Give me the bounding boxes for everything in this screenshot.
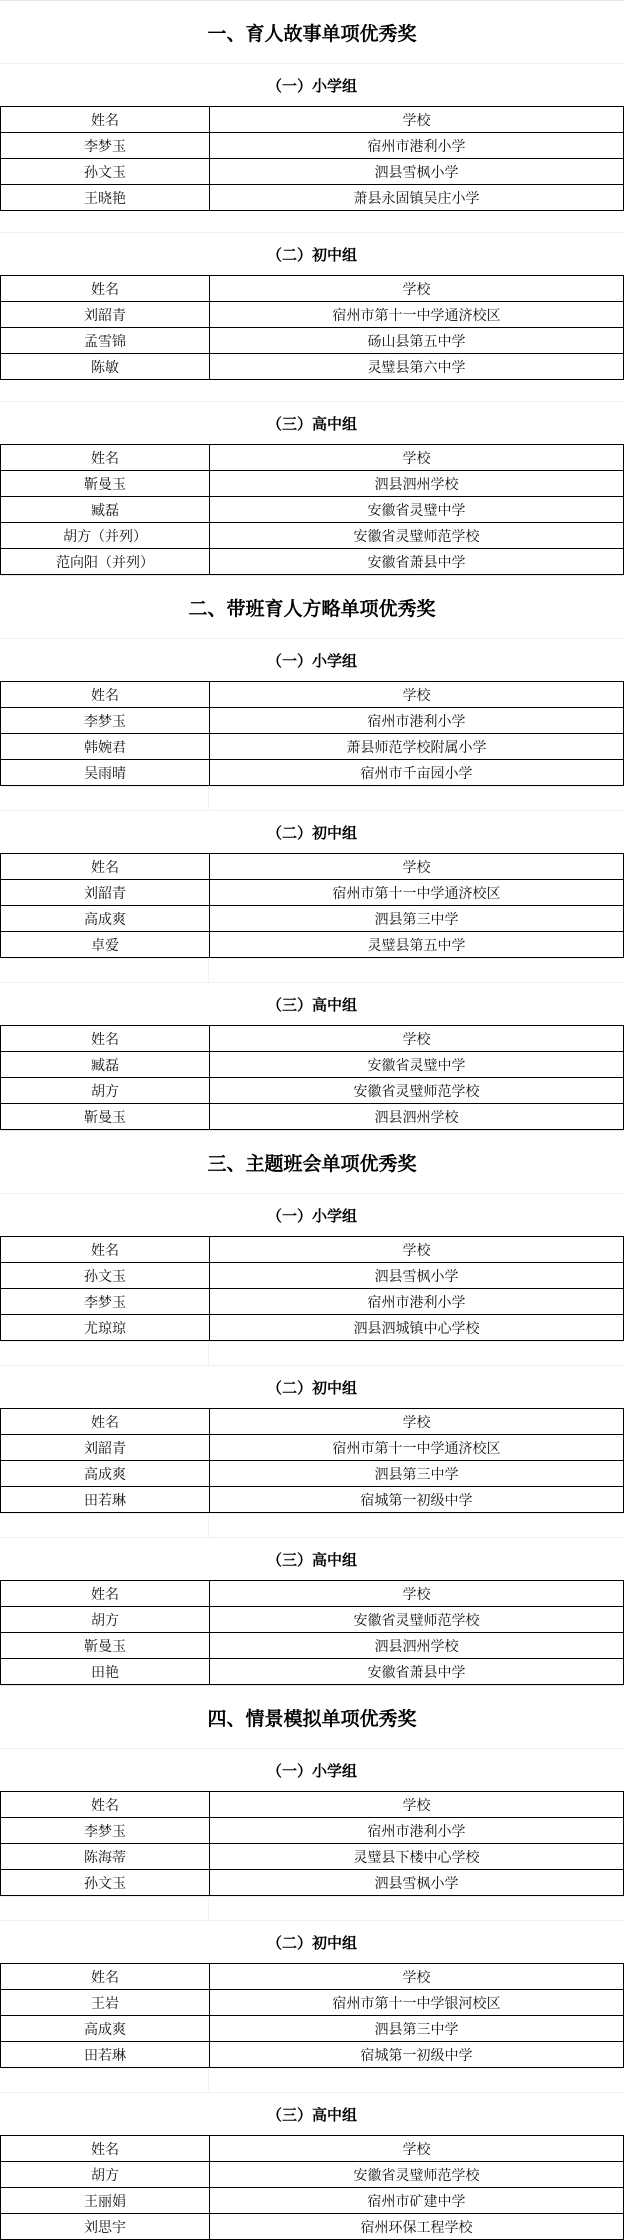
header-name: 姓名 — [1, 854, 210, 880]
award-table — [0, 1408, 624, 1513]
award-table — [0, 444, 624, 575]
cell-name: 胡方 — [1, 2162, 210, 2188]
cell-name: 卓爱 — [1, 932, 210, 958]
award-table — [0, 1580, 624, 1685]
section-title: 二、带班育人方略单项优秀奖 — [0, 575, 624, 638]
table-row — [1, 1607, 624, 1633]
gap — [0, 380, 624, 401]
cell-school: 安徽省灵璧中学 — [210, 1052, 624, 1078]
cell-school: 宿城第一初级中学 — [210, 2042, 624, 2068]
table-row — [1, 2042, 624, 2068]
cell-name: 尤琼琼 — [1, 1315, 210, 1341]
cell-school: 安徽省萧县中学 — [210, 1659, 624, 1685]
cell-school: 宿州市第十一中学银河校区 — [210, 1990, 624, 2016]
header-school: 学校 — [210, 276, 624, 302]
cell-school: 泗县第三中学 — [210, 2016, 624, 2042]
header-school: 学校 — [210, 1964, 624, 1990]
cell-name: 刘韶青 — [1, 880, 210, 906]
cell-name: 靳曼玉 — [1, 1633, 210, 1659]
table-row — [1, 1844, 624, 1870]
table-header-row — [1, 2136, 624, 2162]
cell-school: 安徽省灵璧师范学校 — [210, 1607, 624, 1633]
table-row — [1, 1461, 624, 1487]
header-school: 学校 — [210, 854, 624, 880]
header-school: 学校 — [210, 2136, 624, 2162]
cell-school: 安徽省灵璧师范学校 — [210, 523, 624, 549]
table-row — [1, 1104, 624, 1130]
empty-row — [0, 786, 624, 810]
table-row — [1, 2188, 624, 2214]
group-title: （三）高中组 — [0, 2092, 624, 2135]
table-row — [1, 354, 624, 380]
empty-row — [0, 2068, 624, 2092]
table-row — [1, 549, 624, 575]
table-row — [1, 734, 624, 760]
cell-school: 安徽省灵璧中学 — [210, 497, 624, 523]
header-name: 姓名 — [1, 1792, 210, 1818]
cell-name: 吴雨晴 — [1, 760, 210, 786]
group-title: （二）初中组 — [0, 232, 624, 275]
table-header-row — [1, 1964, 624, 1990]
header-school: 学校 — [210, 1237, 624, 1263]
cell-name: 胡方 — [1, 1078, 210, 1104]
cell-name: 韩婉君 — [1, 734, 210, 760]
header-name: 姓名 — [1, 1237, 210, 1263]
table-row — [1, 1818, 624, 1844]
table-row — [1, 185, 624, 211]
empty-row — [0, 1513, 624, 1537]
header-name: 姓名 — [1, 1964, 210, 1990]
table-row — [1, 497, 624, 523]
group-title: （一）小学组 — [0, 638, 624, 681]
cell-name: 刘韶青 — [1, 1435, 210, 1461]
table-row — [1, 1263, 624, 1289]
cell-name: 王岩 — [1, 1990, 210, 2016]
empty-row — [0, 1896, 624, 1920]
cell-school: 宿城第一初级中学 — [210, 1487, 624, 1513]
cell-school: 宿州环保工程学校 — [210, 2214, 624, 2240]
section-title: 四、情景模拟单项优秀奖 — [0, 1685, 624, 1748]
cell-school: 泗县第三中学 — [210, 1461, 624, 1487]
table-header-row — [1, 1792, 624, 1818]
cell-name: 陈海蒂 — [1, 1844, 210, 1870]
cell-name: 高成爽 — [1, 906, 210, 932]
section-title: 三、主题班会单项优秀奖 — [0, 1130, 624, 1193]
cell-name: 孟雪锦 — [1, 328, 210, 354]
cell-name: 王晓艳 — [1, 185, 210, 211]
header-name: 姓名 — [1, 276, 210, 302]
table-header-row — [1, 854, 624, 880]
header-name: 姓名 — [1, 1026, 210, 1052]
cell-school: 泗县泗州学校 — [210, 471, 624, 497]
group-title: （一）小学组 — [0, 1748, 624, 1791]
cell-school: 安徽省灵璧师范学校 — [210, 2162, 624, 2188]
table-header-row — [1, 682, 624, 708]
cell-name: 孙文玉 — [1, 1870, 210, 1896]
cell-name: 胡方 — [1, 1607, 210, 1633]
group-title: （二）初中组 — [0, 1920, 624, 1963]
cell-name: 靳曼玉 — [1, 471, 210, 497]
table-header-row — [1, 445, 624, 471]
award-table — [0, 1791, 624, 1896]
table-row — [1, 1870, 624, 1896]
table-row — [1, 708, 624, 734]
award-table — [0, 106, 624, 211]
table-row — [1, 2214, 624, 2240]
cell-name: 李梦玉 — [1, 1818, 210, 1844]
table-header-row — [1, 1581, 624, 1607]
table-row — [1, 328, 624, 354]
table-header-row — [1, 1026, 624, 1052]
table-header-row — [1, 1237, 624, 1263]
cell-name: 田若琳 — [1, 1487, 210, 1513]
cell-name: 范向阳（并列） — [1, 549, 210, 575]
cell-name: 靳曼玉 — [1, 1104, 210, 1130]
award-table — [0, 681, 624, 786]
cell-name: 王丽娟 — [1, 2188, 210, 2214]
table-row — [1, 2162, 624, 2188]
table-row — [1, 1289, 624, 1315]
cell-school: 灵璧县下楼中心学校 — [210, 1844, 624, 1870]
group-title: （一）小学组 — [0, 63, 624, 106]
table-row — [1, 880, 624, 906]
award-table — [0, 1236, 624, 1341]
empty-row — [0, 958, 624, 982]
table-row — [1, 1659, 624, 1685]
table-row — [1, 906, 624, 932]
header-name: 姓名 — [1, 2136, 210, 2162]
table-row — [1, 471, 624, 497]
cell-school: 宿州市第十一中学通济校区 — [210, 302, 624, 328]
cell-school: 灵璧县第六中学 — [210, 354, 624, 380]
table-row — [1, 1633, 624, 1659]
cell-school: 泗县泗城镇中心学校 — [210, 1315, 624, 1341]
cell-school: 泗县雪枫小学 — [210, 1263, 624, 1289]
cell-school: 宿州市港利小学 — [210, 1818, 624, 1844]
group-title: （三）高中组 — [0, 1537, 624, 1580]
cell-school: 萧县永固镇吴庄小学 — [210, 185, 624, 211]
cell-name: 高成爽 — [1, 1461, 210, 1487]
header-school: 学校 — [210, 1792, 624, 1818]
table-row — [1, 1990, 624, 2016]
table-row — [1, 760, 624, 786]
award-table — [0, 1025, 624, 1130]
cell-school: 安徽省萧县中学 — [210, 549, 624, 575]
cell-school: 泗县雪枫小学 — [210, 159, 624, 185]
cell-school: 宿州市港利小学 — [210, 1289, 624, 1315]
header-school: 学校 — [210, 1026, 624, 1052]
group-title: （三）高中组 — [0, 401, 624, 444]
cell-school: 泗县第三中学 — [210, 906, 624, 932]
award-table — [0, 853, 624, 958]
cell-name: 臧磊 — [1, 497, 210, 523]
award-table — [0, 275, 624, 380]
group-title: （二）初中组 — [0, 1365, 624, 1408]
header-name: 姓名 — [1, 445, 210, 471]
table-header-row — [1, 1409, 624, 1435]
cell-school: 宿州市港利小学 — [210, 133, 624, 159]
cell-school: 宿州市第十一中学通济校区 — [210, 1435, 624, 1461]
header-name: 姓名 — [1, 682, 210, 708]
cell-school: 安徽省灵璧师范学校 — [210, 1078, 624, 1104]
cell-school: 砀山县第五中学 — [210, 328, 624, 354]
cell-name: 田若琳 — [1, 2042, 210, 2068]
table-row — [1, 302, 624, 328]
table-row — [1, 2016, 624, 2042]
header-school: 学校 — [210, 1581, 624, 1607]
cell-name: 高成爽 — [1, 2016, 210, 2042]
section-title: 一、育人故事单项优秀奖 — [0, 0, 624, 63]
table-row — [1, 932, 624, 958]
cell-name: 孙文玉 — [1, 159, 210, 185]
group-title: （二）初中组 — [0, 810, 624, 853]
cell-name: 胡方（并列） — [1, 523, 210, 549]
cell-name: 李梦玉 — [1, 1289, 210, 1315]
header-name: 姓名 — [1, 1581, 210, 1607]
header-school: 学校 — [210, 445, 624, 471]
table-row — [1, 133, 624, 159]
cell-name: 李梦玉 — [1, 708, 210, 734]
table-row — [1, 1078, 624, 1104]
cell-name: 孙文玉 — [1, 1263, 210, 1289]
cell-name: 李梦玉 — [1, 133, 210, 159]
group-title: （三）高中组 — [0, 982, 624, 1025]
table-row — [1, 1487, 624, 1513]
header-school: 学校 — [210, 107, 624, 133]
award-table — [0, 1963, 624, 2068]
cell-name: 田艳 — [1, 1659, 210, 1685]
cell-name: 刘思宇 — [1, 2214, 210, 2240]
table-row — [1, 523, 624, 549]
cell-name: 臧磊 — [1, 1052, 210, 1078]
table-row — [1, 1052, 624, 1078]
cell-school: 萧县师范学校附属小学 — [210, 734, 624, 760]
empty-row — [0, 1341, 624, 1365]
header-school: 学校 — [210, 1409, 624, 1435]
cell-school: 泗县泗州学校 — [210, 1633, 624, 1659]
cell-school: 宿州市第十一中学通济校区 — [210, 880, 624, 906]
table-header-row — [1, 107, 624, 133]
table-row — [1, 1315, 624, 1341]
table-header-row — [1, 276, 624, 302]
cell-school: 灵璧县第五中学 — [210, 932, 624, 958]
cell-name: 陈敏 — [1, 354, 210, 380]
header-school: 学校 — [210, 682, 624, 708]
award-table — [0, 2135, 624, 2240]
gap — [0, 211, 624, 232]
cell-name: 刘韶青 — [1, 302, 210, 328]
cell-school: 宿州市港利小学 — [210, 708, 624, 734]
table-row — [1, 1435, 624, 1461]
cell-school: 泗县泗州学校 — [210, 1104, 624, 1130]
header-name: 姓名 — [1, 1409, 210, 1435]
group-title: （一）小学组 — [0, 1193, 624, 1236]
cell-school: 宿州市千亩园小学 — [210, 760, 624, 786]
table-row — [1, 159, 624, 185]
cell-school: 宿州市矿建中学 — [210, 2188, 624, 2214]
header-name: 姓名 — [1, 107, 210, 133]
cell-school: 泗县雪枫小学 — [210, 1870, 624, 1896]
